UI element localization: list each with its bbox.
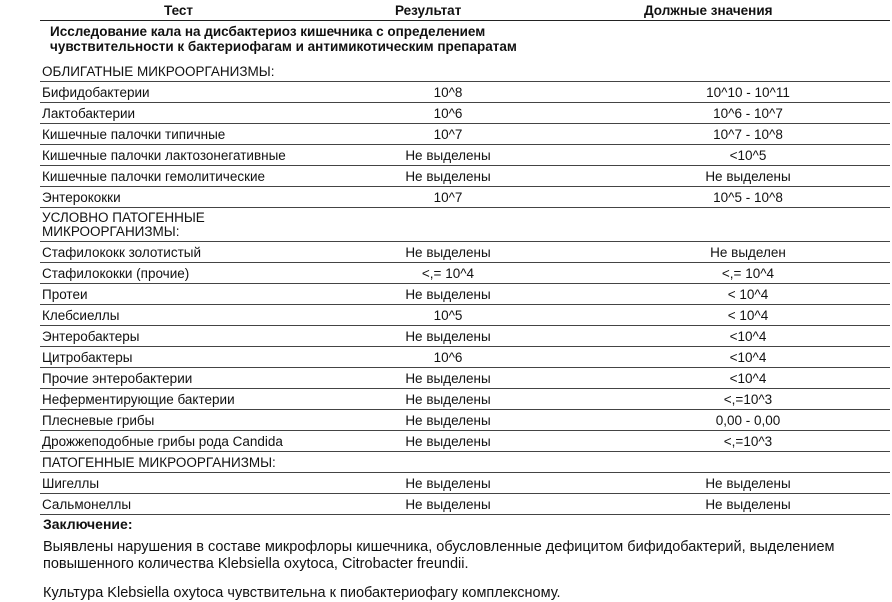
table-cell-result: 10^7: [433, 190, 463, 205]
table-row: [40, 165, 890, 187]
table-cell-result: Не выделены: [405, 287, 491, 302]
table-cell-test: Протеи: [42, 287, 88, 302]
table-cell-reference: <10^4: [729, 371, 767, 386]
table-row: [40, 102, 890, 124]
table-row: [40, 186, 890, 208]
table-cell-reference: Не выделен: [710, 245, 786, 260]
table-row: [40, 346, 890, 368]
table-cell-reference: 10^10 - 10^11: [706, 85, 790, 100]
table-cell-reference: < 10^4: [727, 287, 769, 302]
table-cell-reference: < 10^4: [727, 308, 769, 323]
table-cell-test: ОБЛИГАТНЫЕ МИКРООРГАНИЗМЫ:: [42, 64, 275, 79]
table-cell-test: Неферментирующие бактерии: [42, 392, 235, 407]
table-cell-result: 10^6: [433, 350, 463, 365]
header-test: Тест: [164, 3, 194, 18]
table-cell-reference: Не выделены: [705, 476, 791, 491]
table-cell-result: Не выделены: [405, 169, 491, 184]
table-cell-result: Не выделены: [405, 371, 491, 386]
table-cell-test: Лактобактерии: [42, 106, 136, 121]
table-cell-result: Не выделены: [405, 434, 491, 449]
table-cell-result: Не выделены: [405, 392, 491, 407]
table-row: [40, 472, 890, 494]
table-cell-test: Плесневые грибы: [42, 413, 155, 428]
table-cell-test: УСЛОВНО ПАТОГЕННЫЕ МИКРООРГАНИЗМЫ:: [42, 210, 205, 239]
table-cell-reference: 0,00 - 0,00: [715, 413, 781, 428]
table-cell-test: Энтеробактеры: [42, 329, 140, 344]
table-row: [40, 430, 890, 452]
table-cell-reference: <10^5: [729, 148, 767, 163]
table-cell-result: 10^7: [433, 127, 463, 142]
table-row: [40, 493, 890, 515]
table-cell-result: 10^5: [433, 308, 463, 323]
table-row: [40, 144, 890, 166]
table-cell-test: Энтерококки: [42, 190, 121, 205]
table-cell-test: Цитробактеры: [42, 350, 133, 365]
table-cell-test: Кишечные палочки лактозонегативные: [42, 148, 286, 163]
table-row: [40, 283, 890, 305]
table-cell-test: Стафилококки (прочие): [42, 266, 190, 281]
table-cell-test: Кишечные палочки типичные: [42, 127, 226, 142]
table-row: [40, 409, 890, 431]
table-cell-reference: <,= 10^4: [721, 266, 775, 281]
table-cell-test: Стафилококк золотистый: [42, 245, 201, 260]
table-cell-reference: 10^5 - 10^8: [713, 190, 783, 205]
table-cell-reference: Не выделены: [705, 497, 791, 512]
conclusion-title: Заключение:: [43, 516, 133, 532]
table-cell-result: Не выделены: [405, 329, 491, 344]
table-cell-reference: 10^6 - 10^7: [713, 106, 783, 121]
table-cell-reference: <,=10^3: [723, 434, 773, 449]
conclusion-text-sensitivity: Культура Klebsiella oxytoca чувствительна к пиобактериофагу комплексному.: [43, 585, 561, 601]
table-row: [40, 388, 890, 410]
header-result: Результат: [395, 3, 462, 18]
table-header: [40, 0, 890, 21]
table-cell-test: Бифидобактерии: [42, 85, 150, 100]
table-row: [40, 325, 890, 347]
group-row-obligate: [40, 60, 890, 82]
table-cell-test: Сальмонеллы: [42, 497, 132, 512]
table-cell-reference: <10^4: [729, 329, 767, 344]
table-cell-result: <,= 10^4: [421, 266, 475, 281]
table-row: [40, 367, 890, 389]
group-row-conditionally-pathogenic: [40, 207, 890, 242]
table-cell-result: 10^6: [433, 106, 463, 121]
table-row: [40, 304, 890, 326]
table-cell-test: Дрожжеподобные грибы рода Candida: [42, 434, 283, 449]
table-cell-reference: <10^4: [729, 350, 767, 365]
table-row: [40, 241, 890, 263]
section-title: Исследование кала на дисбактериоз кишечника с определением чувствительности к бактериофагам и антимикотическим препаратам: [50, 24, 517, 54]
table-cell-result: Не выделены: [405, 413, 491, 428]
table-cell-result: Не выделены: [405, 476, 491, 491]
table-cell-test: Шигеллы: [42, 476, 100, 491]
table-cell-test: Клебсиеллы: [42, 308, 120, 323]
table-cell-reference: Не выделены: [705, 169, 791, 184]
table-row: [40, 123, 890, 145]
table-cell-result: Не выделены: [405, 245, 491, 260]
conclusion-text: Выявлены нарушения в составе микрофлоры кишечника, обусловленные дефицитом бифидобактерий, выделением повышенного количества Klebsiella oxytoca, Citrobacter freundii.: [43, 539, 835, 572]
table-cell-reference: 10^7 - 10^8: [713, 127, 783, 142]
table-cell-test: ПАТОГЕННЫЕ МИКРООРГАНИЗМЫ:: [42, 455, 276, 470]
table-cell-result: 10^8: [433, 85, 463, 100]
table-cell-result: Не выделены: [405, 148, 491, 163]
table-cell-test: Прочие энтеробактерии: [42, 371, 193, 386]
header-reference: Должные значения: [644, 3, 773, 18]
table-cell-result: Не выделены: [405, 497, 491, 512]
group-row-pathogenic: [40, 451, 890, 473]
table-cell-reference: <,=10^3: [723, 392, 773, 407]
table-row: [40, 81, 890, 103]
table-row: [40, 262, 890, 284]
table-cell-test: Кишечные палочки гемолитические: [42, 169, 266, 184]
